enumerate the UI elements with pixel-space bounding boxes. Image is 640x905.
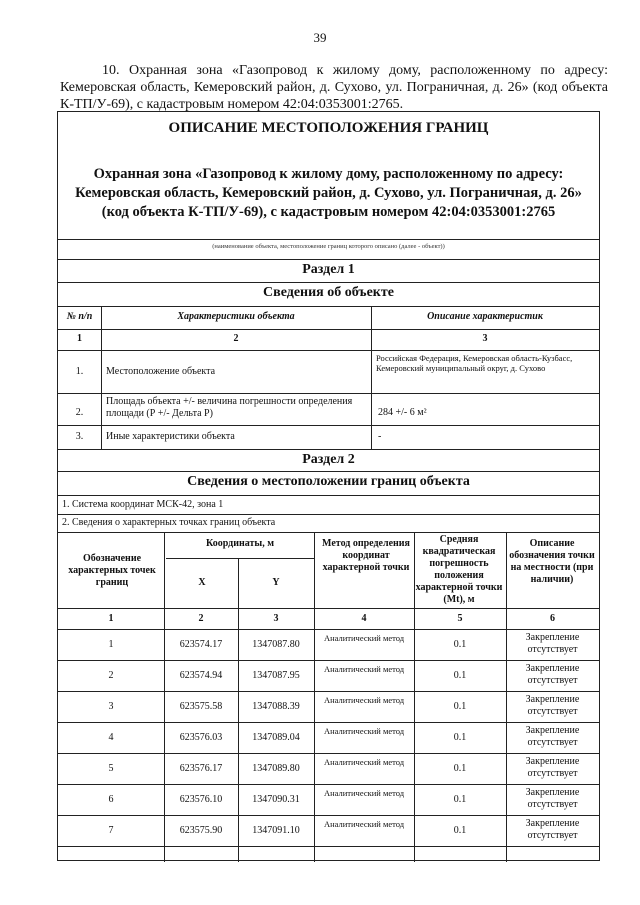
section1-title: Раздел 1 [302, 262, 355, 277]
point-x: 623574.94 [179, 670, 223, 681]
col-header-coordinates: Координаты, м [205, 538, 275, 549]
col-number-2: 2 [233, 333, 239, 344]
point-y: 1347089.04 [252, 732, 300, 743]
row-characteristic: Иные характеристики объекта [106, 431, 235, 442]
row-characteristic: Местоположение объекта [106, 366, 216, 377]
point-number: 6 [108, 794, 114, 805]
point-description: Закрепление отсутствует [525, 725, 580, 748]
point-description: Закрепление отсутствует [525, 818, 580, 841]
row-value: - [378, 431, 382, 442]
row-value: 284 +/- 6 м² [378, 407, 427, 418]
point-x: 623576.17 [179, 763, 223, 774]
point-y: 1347087.95 [252, 670, 300, 681]
point-y: 1347088.39 [252, 701, 300, 712]
point-method: Аналитический метод [323, 819, 405, 829]
row-characteristic: Площадь объекта +/- величина погрешности определения площади (Р +/- Дельта Р) [106, 396, 353, 419]
col-header-designation: Обозначение характерных точек границ [68, 553, 156, 588]
point-method: Аналитический метод [323, 757, 405, 767]
point-mt: 0.1 [453, 825, 467, 836]
col-header-mt: Средняя квадратическая погрешность положения характерной точки (Mt), м [415, 534, 503, 605]
col-number: 4 [361, 613, 367, 624]
document-title: ОПИСАНИЕ МЕСТОПОЛОЖЕНИЯ ГРАНИЦ [168, 120, 489, 136]
intro-paragraph: 10. Охранная зона «Газопровод к жилому дому, расположенному по адресу: Кемеровская область, Кемеровский район, д. Сухово, ул. Пограничная, д. 26» (код объекта К-ТП/У-69), с кадастровым номером 42:04:0353001:2765. [60, 63, 608, 112]
point-number: 1 [108, 639, 114, 650]
point-y: 1347087.80 [252, 639, 300, 650]
point-method: Аналитический метод [323, 695, 405, 705]
point-number: 2 [108, 670, 114, 681]
point-y: 1347091.10 [252, 825, 300, 836]
points-info-caption: 2. Сведения о характерных точках границ объекта [62, 517, 276, 528]
col-number-1: 1 [77, 333, 82, 344]
point-mt: 0.1 [453, 639, 467, 650]
point-mt: 0.1 [453, 794, 467, 805]
point-number: 4 [108, 732, 114, 743]
boundary-description-form [57, 111, 600, 861]
col-header-description: Описание характеристик [427, 311, 543, 322]
col-header-method: Метод определения координат характерной точки [322, 538, 410, 573]
col-number: 3 [273, 613, 279, 624]
section1-subtitle: Сведения об объекте [263, 285, 394, 300]
col-number: 6 [550, 613, 555, 624]
point-x: 623574.17 [179, 639, 223, 650]
col-number-3: 3 [482, 333, 488, 344]
point-number: 3 [108, 701, 114, 712]
col-number: 2 [198, 613, 204, 624]
object-name-caption: (наименование объекта, местоположение границ которого описано (далее - объект)) [212, 243, 445, 250]
point-method: Аналитический метод [323, 726, 405, 736]
point-x: 623575.90 [179, 825, 223, 836]
coordinate-system: 1. Система координат МСК-42, зона 1 [62, 499, 224, 510]
point-mt: 0.1 [453, 732, 467, 743]
point-x: 623576.10 [179, 794, 223, 805]
row-value: Российская Федерация, Кемеровская область-Кузбасс, Кемеровский муниципальный округ, д. Сухово [376, 353, 573, 373]
point-mt: 0.1 [453, 670, 467, 681]
row-num: 1. [75, 366, 84, 377]
point-description: Закрепление отсутствует [525, 663, 580, 686]
point-description: Закрепление отсутствует [525, 694, 580, 717]
point-description: Закрепление отсутствует [525, 787, 580, 810]
point-mt: 0.1 [453, 701, 467, 712]
col-header-point-description: Описание обозначения точки на местности (при наличии) [509, 538, 595, 585]
section2-title: Раздел 2 [302, 452, 355, 467]
object-name: Охранная зона «Газопровод к жилому дому, расположенному по адресу: Кемеровская область, Кемеровский район, д. Сухово, ул. Пограничная, д. 26» (код объекта К-ТП/У-69), с кадастровым номером 42:04:0353001:2765 [75, 166, 582, 220]
col-number: 1 [108, 613, 114, 624]
point-description: Закрепление отсутствует [525, 756, 580, 779]
row-num: 3. [75, 431, 84, 442]
point-number: 5 [108, 763, 114, 774]
point-number: 7 [108, 825, 114, 836]
point-y: 1347089.80 [252, 763, 300, 774]
section2-subtitle: Сведения о местоположении границ объекта [187, 474, 470, 489]
point-y: 1347090.31 [252, 794, 300, 805]
point-x: 623575.58 [179, 701, 223, 712]
col-number: 5 [457, 613, 463, 624]
page-number: 39 [313, 30, 327, 45]
point-x: 623576.03 [179, 732, 223, 743]
point-mt: 0.1 [453, 763, 467, 774]
col-header-y: Y [272, 577, 280, 588]
point-method: Аналитический метод [323, 664, 405, 674]
point-method: Аналитический метод [323, 788, 405, 798]
col-header-x: X [198, 577, 206, 588]
point-description: Закрепление отсутствует [525, 632, 580, 655]
col-header-characteristic: Характеристики объекта [177, 311, 295, 322]
col-header-num: № п/п [66, 311, 93, 322]
point-method: Аналитический метод [323, 633, 405, 643]
row-num: 2. [75, 407, 84, 418]
